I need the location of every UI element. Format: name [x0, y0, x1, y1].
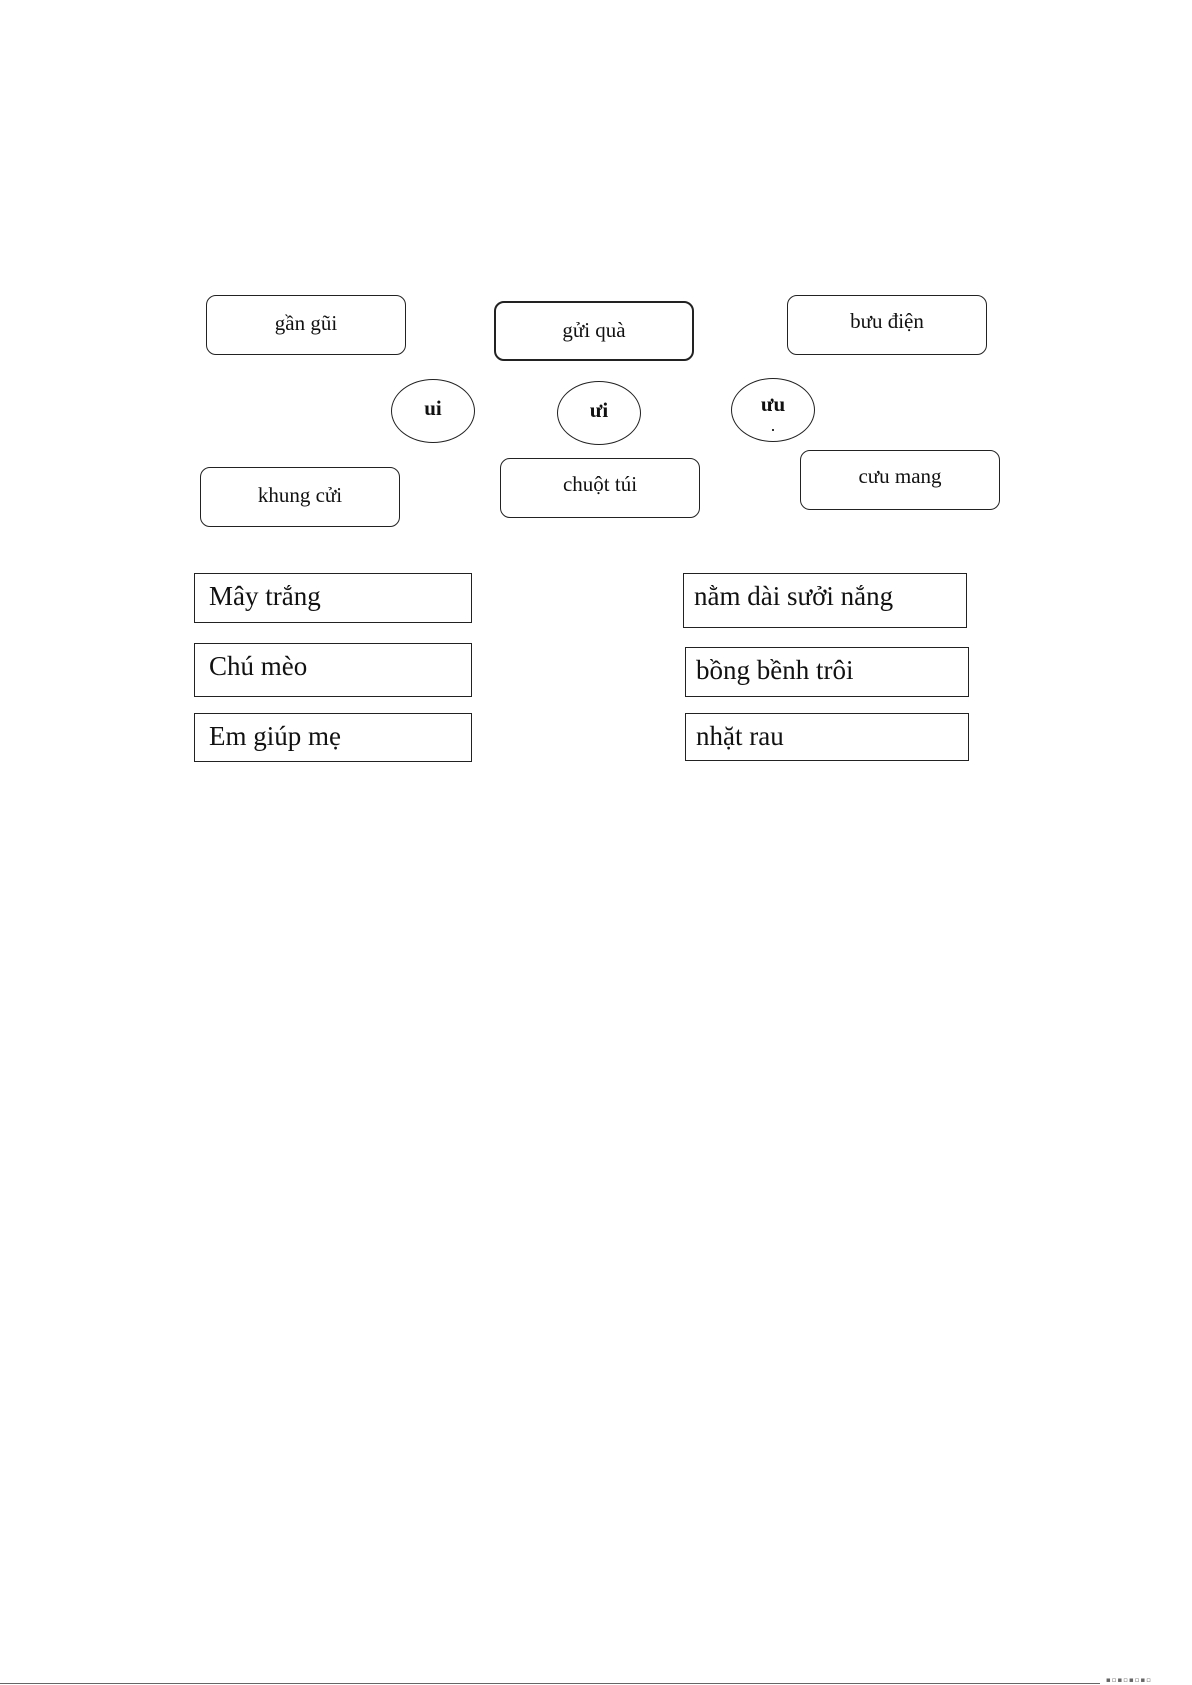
word-card-buu-dien[interactable]: bưu điện	[787, 295, 987, 355]
word-card-gui-qua[interactable]: gửi quà	[494, 301, 694, 361]
match-right-bong-benh-troi[interactable]: bồng bềnh trôi	[685, 647, 969, 697]
word-card-gan-gui[interactable]: gần gũi	[206, 295, 406, 355]
vowel-label-ui: ui	[424, 396, 442, 420]
word-card-chuot-tui[interactable]: chuột túi	[500, 458, 700, 518]
vowel-oval-ui[interactable]	[391, 379, 475, 443]
word-card-khung-cui[interactable]: khung cửi	[200, 467, 400, 527]
vowel-label-ui-horn: ưi	[589, 398, 609, 422]
vowel-oval-ui-horn[interactable]	[557, 381, 641, 445]
stray-dot-mark	[772, 429, 774, 431]
footer-scan-marks: ▪▫▪▫▪▫▪▫	[1106, 1676, 1152, 1684]
footer-rule	[0, 1683, 1100, 1684]
word-card-cuu-mang[interactable]: cưu mang	[800, 450, 1000, 510]
vowel-oval-uu-horn[interactable]	[731, 378, 815, 442]
match-right-nam-dai-suoi-nang[interactable]: nằm dài sưởi nắng	[683, 573, 967, 628]
match-left-chu-meo[interactable]: Chú mèo	[194, 643, 472, 697]
match-left-em-giup-me[interactable]: Em giúp mẹ	[194, 713, 472, 762]
vowel-label-uu-horn: ưu	[760, 392, 786, 416]
match-right-nhat-rau[interactable]: nhặt rau	[685, 713, 969, 761]
match-left-may-trang[interactable]: Mây trắng	[194, 573, 472, 623]
